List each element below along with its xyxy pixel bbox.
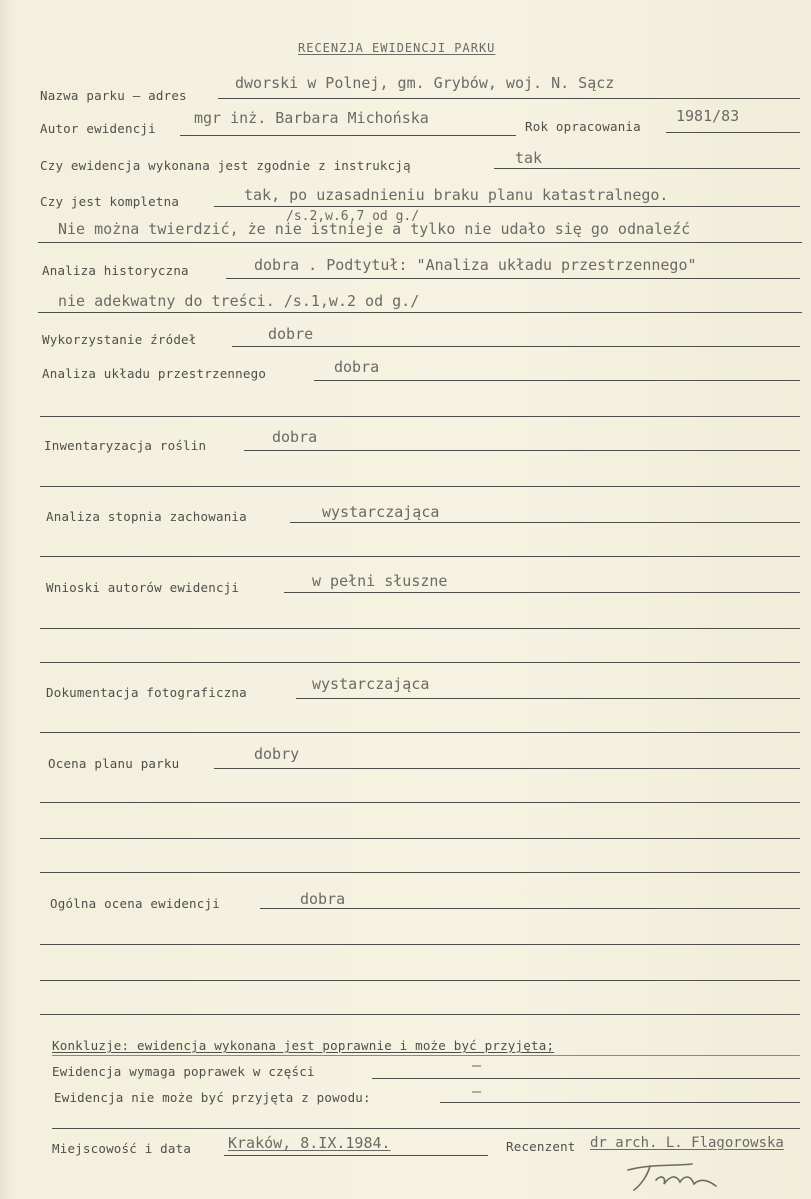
corrections-label: Ewidencja wymaga poprawek w części bbox=[52, 1064, 315, 1079]
photo-doc-value: wystarczająca bbox=[312, 675, 430, 693]
sources-label: Wykorzystanie źródeł bbox=[42, 332, 197, 347]
park-plan-value: dobry bbox=[254, 745, 300, 763]
layout-analysis-line bbox=[314, 380, 800, 381]
blank-line-7 bbox=[40, 802, 800, 803]
complete-cont-line bbox=[38, 242, 802, 243]
overall-line bbox=[260, 908, 800, 909]
corrections-line bbox=[372, 1078, 800, 1079]
overall-value: dobra bbox=[300, 890, 346, 908]
preservation-label: Analiza stopnia zachowania bbox=[46, 509, 247, 524]
park-name-value: dworski w Polnej, gm. Grybów, woj. N. Sącz bbox=[235, 74, 615, 92]
blank-line-1 bbox=[40, 416, 800, 417]
complete-line bbox=[214, 206, 800, 207]
reviewer-label: Recenzent bbox=[506, 1139, 576, 1154]
document-title: RECENZJA EWIDENCJI PARKU bbox=[298, 41, 496, 55]
park-plan-label: Ocena planu parku bbox=[48, 756, 180, 771]
historical-cont-line bbox=[38, 312, 802, 313]
blank-line-11 bbox=[40, 980, 800, 981]
place-date-value: Kraków, 8.IX.1984. bbox=[228, 1134, 391, 1152]
complete-continuation: Nie można twierdzić, że nie istnieje a tylko nie udało się go odnaleźć bbox=[58, 220, 691, 238]
blank-line-12 bbox=[40, 1014, 800, 1015]
conclusions-value: w pełni słuszne bbox=[312, 572, 448, 590]
historical-continuation: nie adekwatny do treści. /s.1,w.2 od g./ bbox=[58, 292, 420, 310]
corrections-value: – bbox=[472, 1056, 482, 1074]
instruction-label: Czy ewidencja wykonana jest zgodnie z instrukcją bbox=[40, 158, 411, 173]
plants-line bbox=[244, 450, 800, 451]
year-value: 1981/83 bbox=[676, 107, 740, 125]
conclusion-line bbox=[52, 1055, 800, 1056]
preservation-line bbox=[290, 522, 800, 523]
park-name-label: Nazwa parku – adres bbox=[40, 88, 187, 103]
plants-value: dobra bbox=[272, 428, 318, 446]
plants-label: Inwentaryzacja roślin bbox=[44, 438, 207, 453]
instruction-value: tak bbox=[515, 149, 543, 167]
conclusions-line bbox=[284, 592, 800, 593]
blank-line-9 bbox=[40, 872, 800, 873]
historical-label: Analiza historyczna bbox=[42, 263, 189, 278]
reviewer-value: dr arch. L. Flagorowska bbox=[590, 1135, 784, 1151]
instruction-line bbox=[494, 168, 800, 169]
rejection-label: Ewidencja nie może być przyjęta z powodu: bbox=[54, 1090, 371, 1105]
park-name-line bbox=[218, 98, 800, 99]
overall-label: Ogólna ocena ewidencji bbox=[50, 896, 220, 911]
blank-line-8 bbox=[40, 838, 800, 839]
blank-line-2 bbox=[40, 486, 800, 487]
sources-value: dobre bbox=[268, 325, 314, 343]
blank-line-4 bbox=[40, 628, 800, 629]
blank-line-13 bbox=[52, 1128, 800, 1129]
sources-line bbox=[232, 346, 800, 347]
preservation-value: wystarczająca bbox=[322, 503, 440, 521]
park-plan-line bbox=[214, 768, 800, 769]
place-date-line bbox=[224, 1155, 488, 1156]
layout-analysis-value: dobra bbox=[334, 358, 380, 376]
layout-analysis-label: Analiza układu przestrzennego bbox=[42, 366, 267, 381]
photo-doc-label: Dokumentacja fotograficzna bbox=[46, 685, 247, 700]
photo-doc-line bbox=[296, 698, 800, 699]
blank-line-3 bbox=[40, 556, 800, 557]
complete-value: tak, po uzasadnieniu braku planu katastralnego. bbox=[244, 186, 669, 204]
blank-line-5 bbox=[40, 662, 800, 663]
blank-line-6 bbox=[40, 732, 800, 733]
complete-reference: /s.2,w.6,7 od g./ bbox=[286, 209, 420, 224]
author-value: mgr inż. Barbara Michońska bbox=[194, 109, 429, 127]
year-label: Rok opracowania bbox=[525, 119, 641, 134]
place-date-label: Miejscowość i data bbox=[52, 1141, 192, 1156]
handwritten-signature bbox=[620, 1158, 730, 1194]
author-line bbox=[180, 135, 516, 136]
historical-value: dobra . Podtytuł: "Analiza układu przestrzennego" bbox=[254, 256, 697, 274]
complete-label: Czy jest kompletna bbox=[40, 194, 180, 209]
author-label: Autor ewidencji bbox=[40, 121, 156, 136]
conclusion-statement: Konkluzje: ewidencja wykonana jest poprawnie i może być przyjęta; bbox=[52, 1038, 555, 1053]
blank-line-10 bbox=[40, 944, 800, 945]
conclusions-label: Wnioski autorów ewidencji bbox=[46, 580, 240, 595]
historical-line bbox=[226, 278, 800, 279]
rejection-value: – bbox=[472, 1082, 482, 1100]
rejection-line bbox=[440, 1102, 800, 1103]
year-line bbox=[666, 132, 800, 133]
